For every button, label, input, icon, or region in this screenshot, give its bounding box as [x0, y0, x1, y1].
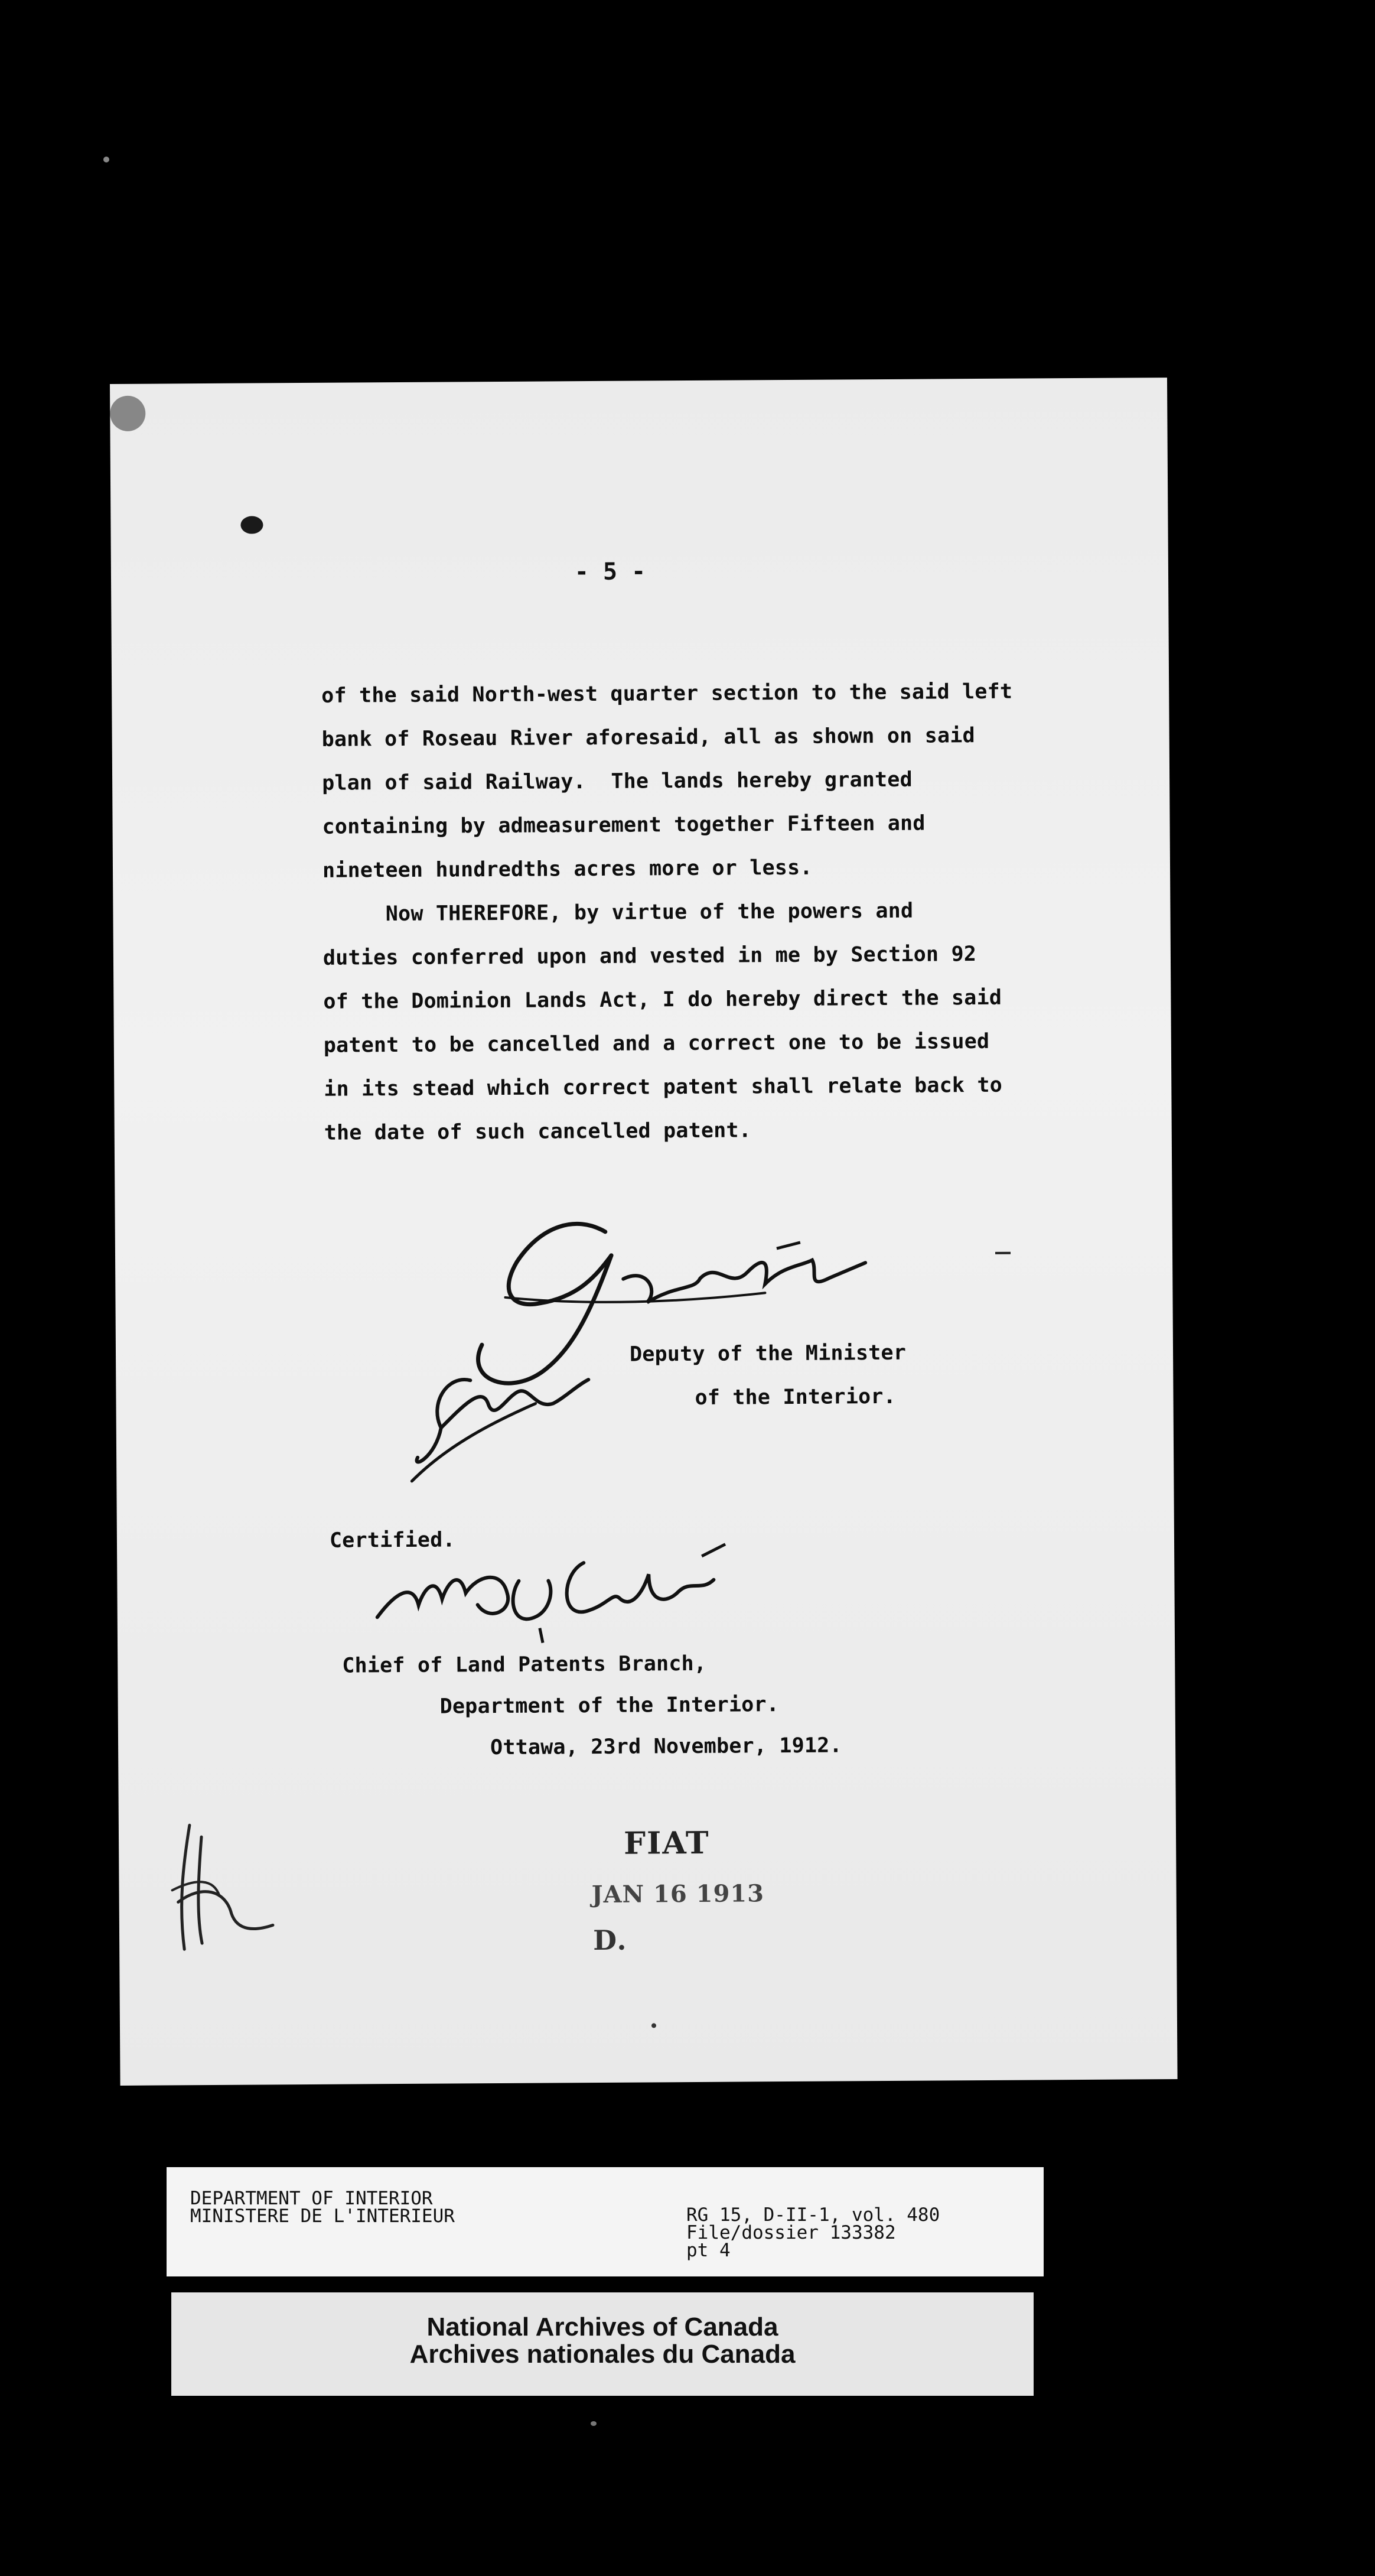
body-line: duties conferred upon and vested in me by Section 92: [322, 942, 977, 970]
ink-blot: [240, 516, 263, 534]
body-line: of the Dominion Lands Act, I do hereby direct the said: [323, 985, 1002, 1014]
body-line: containing by admeasurement together Fifteen and: [322, 811, 926, 839]
film-speck: [591, 2421, 597, 2426]
page-number: - 5 -: [574, 558, 646, 586]
body-line: in its stead which correct patent shall relate back to: [324, 1073, 1003, 1101]
reference-codes: [686, 2206, 940, 2259]
fiat-initials-stamp: D.: [592, 1924, 628, 1957]
archive-reference-label: [167, 2167, 1044, 2276]
department-en: DEPARTMENT OF INTERIOR: [190, 2188, 433, 2209]
chief-title: Chief of Land Patents Branch,: [342, 1651, 707, 1678]
place-date-line: Ottawa, 23rd November, 1912.: [490, 1733, 842, 1760]
department-line: Department of the Interior.: [439, 1693, 780, 1719]
reference-line-3: pt 4: [686, 2240, 731, 2261]
stray-mark: [995, 1252, 1011, 1254]
certified-label: Certified.: [329, 1528, 455, 1553]
archives-name-fr: Archives nationales du Canada: [409, 2340, 796, 2369]
reference-line-1: RG 15, D-II-1, vol. 480: [686, 2204, 940, 2226]
archives-banner: [171, 2292, 1034, 2396]
body-line: of the said North-west quarter section to the said left: [321, 679, 1013, 708]
fiat-stamp: FIAT: [623, 1824, 710, 1862]
paper-speck: [651, 2023, 656, 2028]
archives-name-en: National Archives of Canada: [426, 2312, 778, 2341]
body-line: Now THEREFORE, by virtue of the powers and: [322, 899, 914, 926]
department-names: [190, 2190, 455, 2225]
body-line: bank of Roseau River aforesaid, all as shown on said: [321, 724, 975, 752]
department-fr: MINISTERE DE L'INTERIEUR: [190, 2206, 455, 2227]
corner-shadow: [110, 396, 145, 431]
deputy-title-line-1: Deputy of the Minister: [629, 1341, 907, 1367]
chief-signature: [371, 1538, 750, 1658]
document-page: [110, 378, 1178, 2086]
reference-line-2: File/dossier 133382: [686, 2222, 896, 2243]
margin-initials: [166, 1813, 285, 1961]
deputy-title-line-2: of the Interior.: [695, 1384, 896, 1410]
body-line: plan of said Railway. The lands hereby granted: [322, 767, 913, 795]
fiat-date-stamp: JAN 16 1913: [591, 1879, 765, 1909]
body-line: patent to be cancelled and a correct one to be issued: [323, 1029, 990, 1058]
film-speck: [103, 157, 109, 162]
body-line: the date of such cancelled patent.: [324, 1118, 752, 1145]
archives-banner-text: [171, 2314, 1034, 2368]
body-line: nineteen hundredths acres more or less.: [322, 856, 813, 883]
